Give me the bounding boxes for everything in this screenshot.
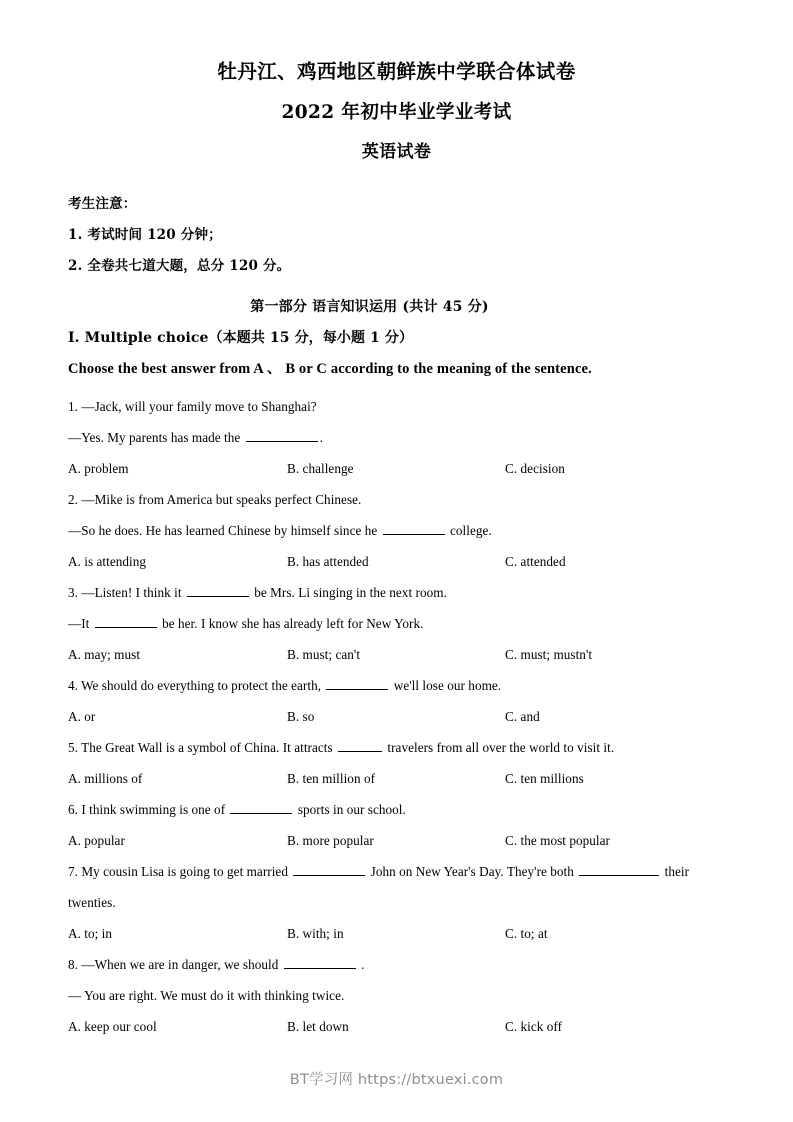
question-text-tail: their <box>661 864 690 879</box>
option-row <box>68 639 733 670</box>
question-item <box>68 732 733 794</box>
option-row <box>68 825 733 856</box>
question-line: — You are right. We must do it with thinking twice. <box>68 988 345 1003</box>
option-a[interactable]: A. problem <box>68 461 129 476</box>
question-text: 5. The Great Wall is a symbol of China. It attracts <box>68 740 337 755</box>
option-b[interactable]: B. must; can't <box>287 647 361 662</box>
question-item <box>68 577 733 670</box>
option-c[interactable]: C. to; at <box>505 926 548 941</box>
option-a[interactable]: A. keep our cool <box>68 1019 157 1034</box>
answer-blank[interactable] <box>95 616 157 628</box>
question-line <box>68 856 733 887</box>
answer-blank[interactable] <box>579 864 659 876</box>
question-line: twenties. <box>68 895 116 910</box>
option-a[interactable]: A. may; must <box>68 647 141 662</box>
question-text: —So he does. He has learned Chinese by himself since he <box>68 523 381 538</box>
option-c[interactable]: C. and <box>505 709 540 724</box>
section-instruction: Choose the best answer from A 、 B or C according to the meaning of the sentence. <box>68 361 592 377</box>
option-a[interactable]: A. popular <box>68 833 125 848</box>
question-list <box>68 391 733 1042</box>
option-a[interactable]: A. to; in <box>68 926 113 941</box>
question-text: 8. —When we are in danger, we should <box>68 957 282 972</box>
question-line <box>68 949 733 980</box>
option-b[interactable]: B. so <box>287 709 315 724</box>
page-title: 牡丹江、鸡西地区朝鲜族中学联合体试卷 <box>217 60 576 83</box>
question-text: 6. I think swimming is one of <box>68 802 229 817</box>
question-text-tail: be Mrs. Li singing in the next room. <box>250 585 447 600</box>
question-text-tail: travelers from all over the world to visit it. <box>384 740 615 755</box>
option-b[interactable]: B. let down <box>287 1019 349 1034</box>
question-line <box>68 732 733 763</box>
option-row <box>68 763 733 794</box>
question-text: —It <box>68 616 93 631</box>
answer-blank[interactable] <box>230 802 292 814</box>
question-text-tail: . <box>319 430 323 445</box>
option-row <box>68 1011 733 1042</box>
question-line <box>68 422 733 453</box>
exam-year-title: 2022 年初中毕业学业考试 <box>281 101 512 123</box>
question-text: 3. —Listen! I think it <box>68 585 185 600</box>
footer-watermark: BT学习网 https://btxuexi.com <box>289 1072 504 1088</box>
notice-heading: 考生注意： <box>68 196 137 212</box>
option-c[interactable]: C. must; mustn't <box>505 647 593 662</box>
question-item <box>68 794 733 856</box>
option-a[interactable]: A. or <box>68 709 96 724</box>
option-row <box>68 453 733 484</box>
option-b[interactable]: B. more popular <box>287 833 374 848</box>
option-b[interactable]: B. challenge <box>287 461 354 476</box>
option-a[interactable]: A. is attending <box>68 554 147 569</box>
option-c[interactable]: C. attended <box>505 554 566 569</box>
subject-title: 英语试卷 <box>361 142 432 162</box>
option-b[interactable]: B. with; in <box>287 926 344 941</box>
question-text-tail: college. <box>446 523 492 538</box>
title-block <box>0 0 793 161</box>
option-a[interactable]: A. millions of <box>68 771 143 786</box>
answer-blank[interactable] <box>383 523 445 535</box>
question-item <box>68 670 733 732</box>
option-c[interactable]: C. decision <box>505 461 565 476</box>
body-region <box>0 189 793 1042</box>
question-item <box>68 484 733 577</box>
answer-blank[interactable] <box>293 864 365 876</box>
option-row <box>68 701 733 732</box>
question-item <box>68 391 733 484</box>
answer-blank[interactable] <box>246 430 318 442</box>
question-text-mid: John on New Year's Day. They're both <box>367 864 578 879</box>
answer-blank[interactable] <box>284 957 356 969</box>
option-c[interactable]: C. kick off <box>505 1019 563 1034</box>
option-c[interactable]: C. the most popular <box>505 833 610 848</box>
question-line <box>68 608 733 639</box>
question-item <box>68 856 733 949</box>
question-line <box>68 794 733 825</box>
option-c[interactable]: C. ten millions <box>505 771 584 786</box>
answer-blank[interactable] <box>338 740 382 752</box>
question-text-tail: sports in our school. <box>294 802 406 817</box>
question-line: 2. —Mike is from America but speaks perfect Chinese. <box>68 492 362 507</box>
question-text: 7. My cousin Lisa is going to get married <box>68 864 292 879</box>
answer-blank[interactable] <box>326 678 388 690</box>
question-text-tail: be her. I know she has already left for New York. <box>158 616 424 631</box>
notice-item-1: 1. 考试时间 120 分钟； <box>68 227 222 243</box>
question-item <box>68 949 733 1042</box>
notice-item-2: 2. 全卷共七道大题，总分 120 分。 <box>68 258 291 274</box>
option-b[interactable]: B. has attended <box>287 554 369 569</box>
answer-blank[interactable] <box>187 585 249 597</box>
question-line <box>68 515 733 546</box>
option-b[interactable]: B. ten million of <box>287 771 376 786</box>
section-heading-multiple-choice: I. Multiple choice（本题共 15 分，每小题 1 分） <box>68 330 414 346</box>
question-text: —Yes. My parents has made the <box>68 430 244 445</box>
question-text-tail: we'll lose our home. <box>390 678 502 693</box>
question-text: 4. We should do everything to protect the earth, <box>68 678 325 693</box>
option-row <box>68 918 733 949</box>
question-text-tail: . <box>357 957 365 972</box>
question-line: 1. —Jack, will your family move to Shanghai? <box>68 399 317 414</box>
question-line <box>68 670 733 701</box>
question-line <box>68 577 733 608</box>
part-heading: 第一部分 语言知识运用 (共计 45 分) <box>250 299 489 315</box>
option-row <box>68 546 733 577</box>
